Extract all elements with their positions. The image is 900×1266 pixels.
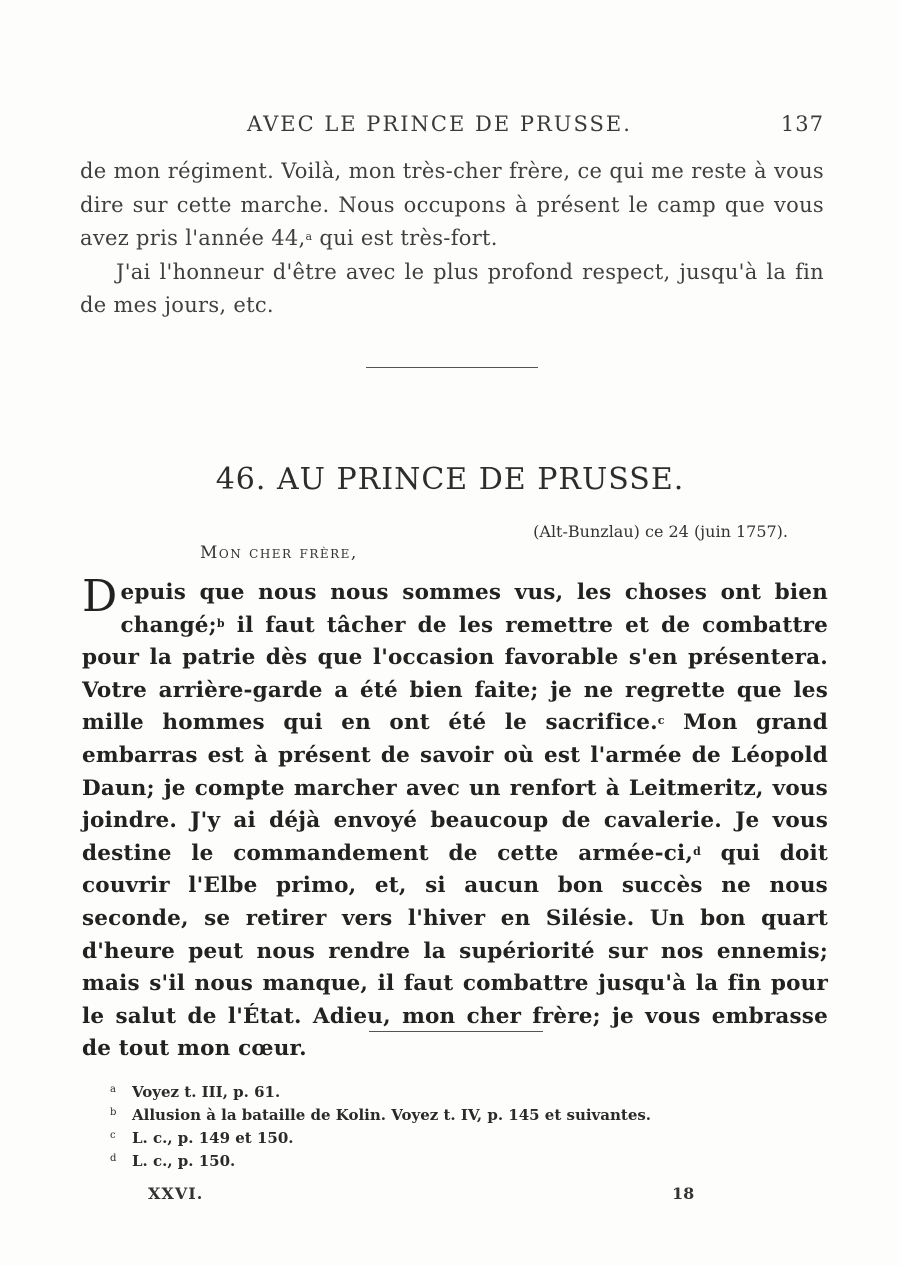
letter-body bbox=[82, 571, 829, 1066]
letter-text-4: qui doit couvrir l'Elbe primo, et, si aucun bon succès ne nous seconde, se retirer vers l'hiver en Silésie. Un bon quart d'heure peut nous rendre la supériorité sur nos ennemis; mais s'il nous manque, il faut combattre jusqu'à la fin pour le salut de l'État. Adieu, mon cher frère; je vous embrasse de tout mon cœur. bbox=[82, 840, 829, 1062]
footnote-ref-a: a bbox=[305, 230, 313, 243]
closing-paragraph: J'ai l'honneur d'être avec le plus profond respect, jusqu'à la fin de mes jours, etc. bbox=[80, 259, 824, 317]
footnote-ref-d: d bbox=[693, 844, 701, 858]
footnote bbox=[110, 1081, 730, 1104]
footnote-mark: a bbox=[110, 1084, 116, 1095]
footnote-text: Allusion à la bataille de Kolin. Voyez t. IV, p. 145 et suivantes. bbox=[132, 1106, 652, 1124]
footnotes bbox=[110, 1081, 730, 1173]
sheet-signature: 18 bbox=[672, 1184, 695, 1203]
letter-text-1: epuis que nous nous sommes vus, les choses ont bien changé; bbox=[120, 580, 828, 638]
footnote-divider bbox=[369, 1031, 543, 1032]
footnote-text: L. c., p. 149 et 150. bbox=[132, 1129, 294, 1147]
footnote-mark: d bbox=[110, 1153, 117, 1164]
continuation-text: de mon régiment. Voilà, mon très-cher frère, ce qui me reste à vous dire sur cette marche. Nous occupons à présent le camp que vous avez pris l'année 44, bbox=[80, 159, 824, 250]
section-divider bbox=[366, 367, 538, 368]
letter-paragraph bbox=[82, 571, 829, 1066]
page-number: 137 bbox=[780, 112, 824, 136]
footnote bbox=[110, 1150, 730, 1173]
footnote-ref-c: c bbox=[657, 714, 665, 728]
footnote-text: L. c., p. 150. bbox=[132, 1152, 236, 1170]
footnote-text: Voyez t. III, p. 61. bbox=[132, 1083, 281, 1101]
continuation-paragraph bbox=[80, 155, 824, 256]
footnote bbox=[110, 1104, 730, 1127]
previous-letter-continuation bbox=[80, 155, 824, 323]
letter-title: 46. AU PRINCE DE PRUSSE. bbox=[215, 462, 685, 497]
continuation-text-end: qui est très-fort. bbox=[312, 226, 498, 250]
footnote-ref-b: b bbox=[216, 616, 225, 630]
running-head-title: AVEC LE PRINCE DE PRUSSE. bbox=[247, 112, 632, 136]
letter-dateline: (Alt-Bunzlau) ce 24 (juin 1757). bbox=[533, 522, 788, 541]
footnote-mark: b bbox=[110, 1107, 117, 1118]
drop-cap: D bbox=[82, 571, 118, 622]
letter-salutation: Mon cher frère, bbox=[200, 543, 358, 563]
letter-text-2: il faut tâcher de les remettre et de combattre pour la patrie dès que l'occasion favorable s'en présentera. Votre arrière-garde a été bien faite; je ne regrette que les mille hommes qui en ont été le sacrifice. bbox=[82, 612, 828, 736]
footnote bbox=[110, 1127, 730, 1150]
footnote-mark: c bbox=[110, 1130, 116, 1141]
letter-text-3: Mon grand embarras est à présent de savoir où est l'armée de Léopold Daun; je compte marcher avec un renfort à Leitmeritz, vous joindre. J'y ai déjà envoyé beaucoup de cavalerie. Je vous destine le commandement de cette armée-ci, bbox=[82, 710, 828, 866]
volume-signature: XXVI. bbox=[148, 1184, 204, 1203]
